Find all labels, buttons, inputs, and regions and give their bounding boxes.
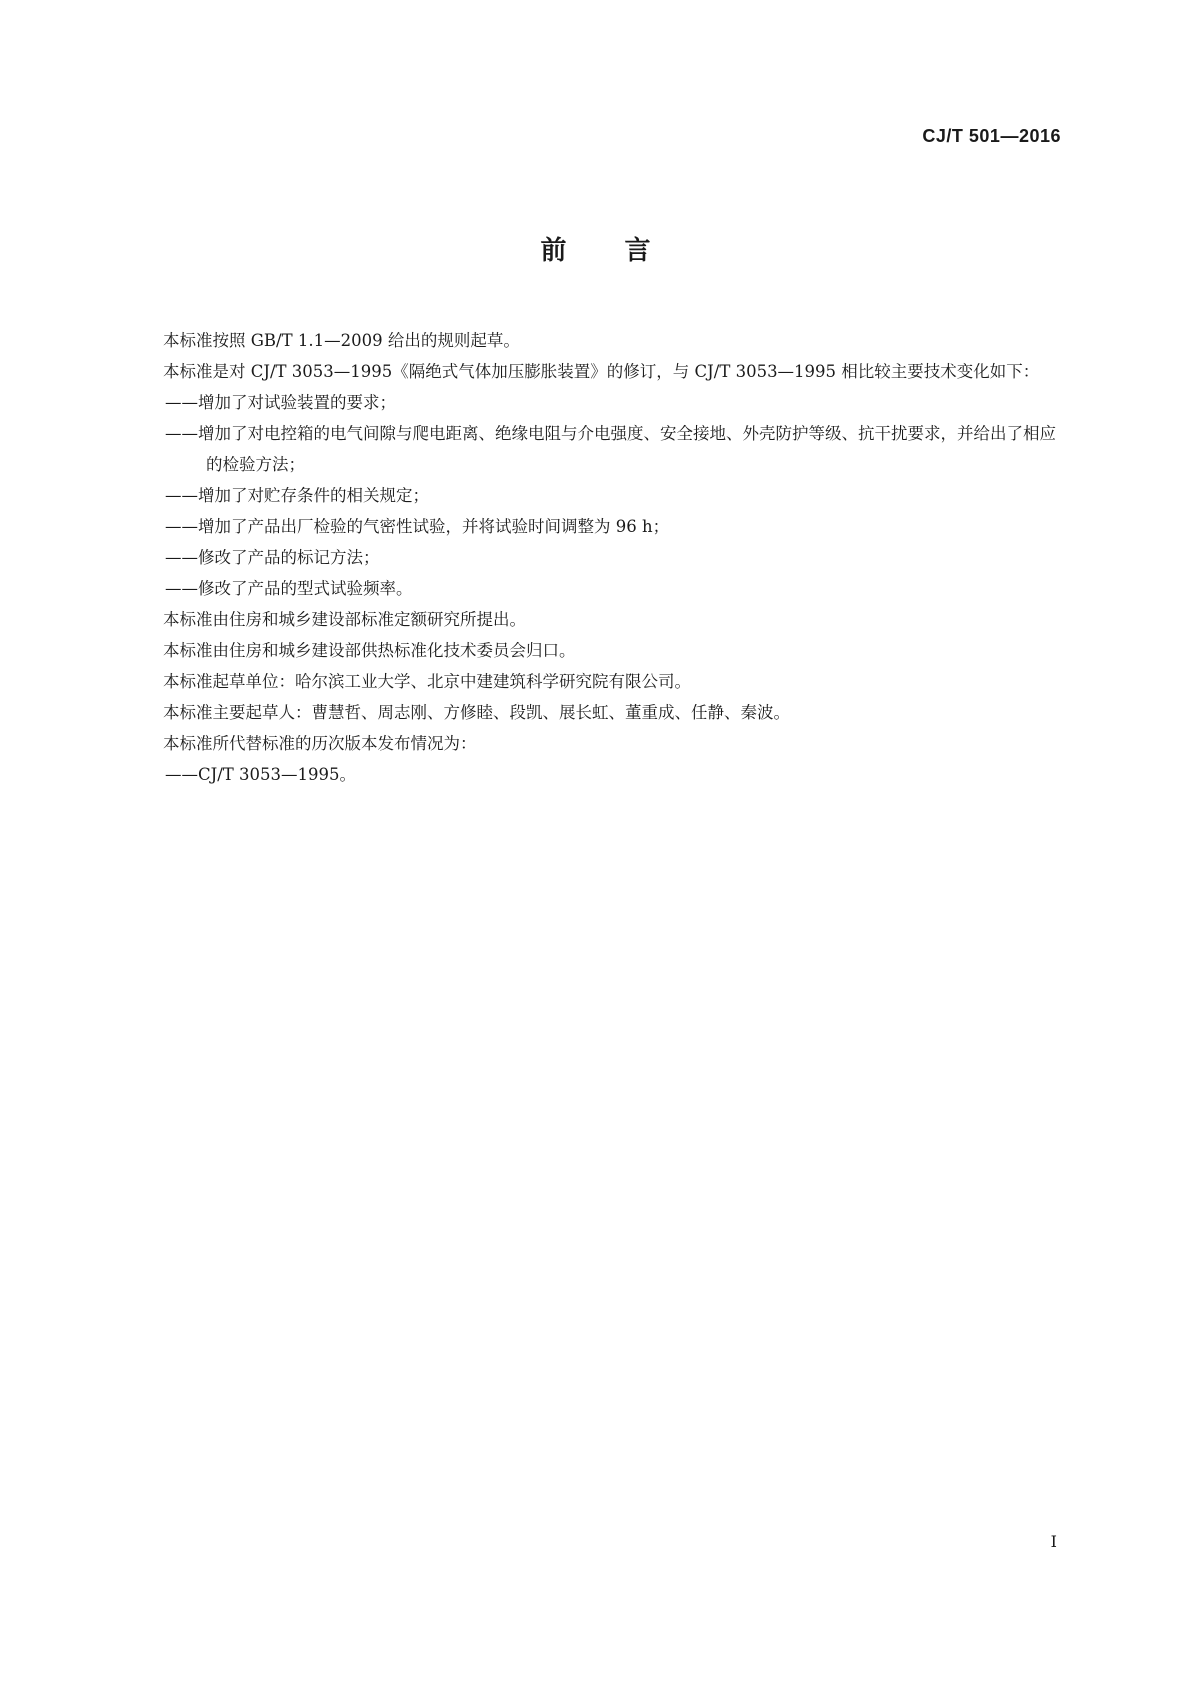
paragraph-proposer: 本标准由住房和城乡建设部标准定额研究所提出。 bbox=[163, 610, 526, 629]
change-item: ——增加了对试验装置的要求； bbox=[165, 393, 396, 412]
document-code: CJ/T 501—2016 bbox=[922, 126, 1061, 146]
change-item: ——增加了对电控箱的电气间隙与爬电距离、绝缘电阻与介电强度、安全接地、外壳防护等级、抗干扰要求，并给出了相应的检验方法； bbox=[165, 424, 1056, 474]
paragraph-committee: 本标准由住房和城乡建设部供热标准化技术委员会归口。 bbox=[163, 641, 576, 660]
paragraph-drafters: 本标准主要起草人：曹慧哲、周志刚、方修睦、段凯、展长虹、董重成、任静、秦波。 bbox=[163, 703, 790, 722]
change-item: ——修改了产品的标记方法； bbox=[165, 548, 380, 567]
change-item: ——修改了产品的型式试验频率。 bbox=[165, 579, 413, 598]
previous-version-item: ——CJ/T 3053—1995。 bbox=[165, 765, 357, 784]
change-item: ——增加了对贮存条件的相关规定； bbox=[165, 486, 429, 505]
foreword-body bbox=[130, 325, 1065, 790]
paragraph-revision-intro: 本标准是对 CJ/T 3053—1995《隔绝式气体加压膨胀装置》的修订，与 CJ/T 3053—1995 相比较主要技术变化如下： bbox=[163, 362, 1040, 381]
paragraph-version-history: 本标准所代替标准的历次版本发布情况为： bbox=[163, 734, 477, 753]
page-number: I bbox=[1050, 1532, 1057, 1551]
change-item: ——增加了产品出厂检验的气密性试验，并将试验时间调整为 96 h； bbox=[165, 517, 670, 536]
paragraph-drafting-rules: 本标准按照 GB/T 1.1—2009 给出的规则起草。 bbox=[163, 331, 520, 350]
paragraph-drafting-units: 本标准起草单位：哈尔滨工业大学、北京中建建筑科学研究院有限公司。 bbox=[163, 672, 691, 691]
page-title: 前言 bbox=[540, 236, 709, 266]
